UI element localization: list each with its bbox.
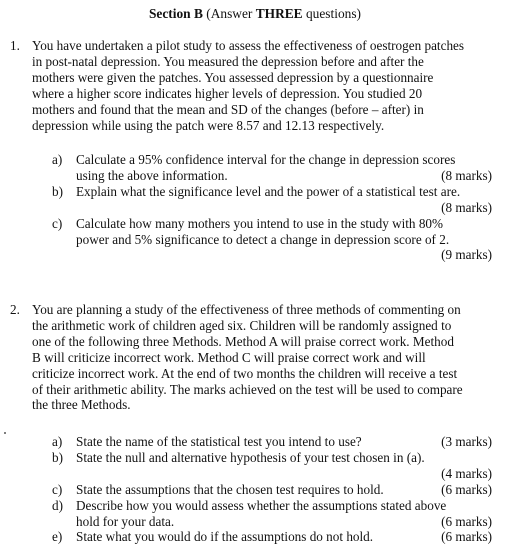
question-part [52,482,492,498]
part-text: hold for your data. [76,513,175,529]
question-text-line: the three Methods. [32,397,131,413]
part-marks: (4 marks) [441,465,492,481]
question-2-parts [52,434,492,545]
question-part [52,450,492,482]
part-text-line: Describe how you would assess whether the assumptions stated above [76,497,447,513]
part-text-line: State the null and alternative hypothesis of your test chosen in (a). [76,449,425,465]
part-label: d) [52,497,63,513]
question-part [52,184,492,216]
part-text: using the above information. [76,167,228,183]
part-text-line [76,482,492,498]
question-number: 2. [10,302,20,317]
part-marks: (6 marks) [441,481,492,497]
part-label: c) [52,215,63,231]
question-1 [8,38,504,133]
question-text-line: criticize incorrect work. At the end of two months the children will receive a test [32,365,458,381]
part-text-line: power and 5% significance to detect a change in depression score of 2. [76,231,450,247]
part-text: State the assumptions that the chosen test requires to hold. [76,481,384,497]
part-text-line [76,514,492,530]
section-heading [0,6,510,22]
part-text: State the name of the statistical test you intend to use? [76,434,362,449]
part-text-line [76,168,492,184]
part-marks: (8 marks) [441,167,492,183]
part-label: b) [52,449,63,465]
question-text-line: depression while using the patch were 8.57 and 12.13 respectively. [32,117,385,133]
question-part [52,498,492,530]
question-number: 1. [10,38,20,53]
part-marks: (6 marks) [441,513,492,529]
question-text-line: You have undertaken a pilot study to assess the effectiveness of oestrogen patches [32,38,465,53]
section-instruction-emphasis: THREE [255,6,303,21]
part-marks: (9 marks) [441,247,492,263]
part-marks: (3 marks) [441,434,492,449]
part-text-line: Calculate how many mothers you intend to use in the study with 80% [76,215,443,231]
question-text-line: in post-natal depression. You measured the depression before and after the [32,53,424,69]
part-label: c) [52,481,63,497]
question-part [52,216,492,264]
question-text-line: mothers and found that the mean and SD of the changes (before – after) in [32,101,424,117]
part-label: a) [52,152,63,167]
question-text-line: one of the following three Methods. Method A will praise correct work. Method [32,333,454,349]
part-text-line [76,434,492,450]
section-instruction-end: questions) [302,6,362,21]
part-text-line [76,529,492,545]
question-1-text [32,38,504,133]
question-text-line: You are planning a study of the effectiveness of three methods of commenting on [32,302,461,317]
question-text-line: mothers were given the patches. You assessed depression by a questionnaire [32,69,434,85]
question-text-line: where a higher score indicates higher levels of depression. You studied 20 [32,85,423,101]
question-part [52,434,492,450]
part-text-line: Explain what the significance level and the power of a statistical test are. [76,183,461,199]
question-part [52,152,492,184]
section-instruction: (Answer [202,6,256,21]
question-part [52,529,492,545]
section-title: Section B [148,6,203,21]
part-label: b) [52,183,63,199]
question-2 [8,302,504,413]
part-marks: (6 marks) [441,529,492,545]
question-1-parts [52,152,492,263]
part-text-line: Calculate a 95% confidence interval for the change in depression scores [76,152,456,167]
part-label: e) [52,529,63,545]
question-2-text [32,302,504,413]
question-text-line: B will criticize incorrect work. Method C will praise correct work and will [32,349,426,365]
question-text-line: the arithmetic work of children aged six. Children will be randomly assigned to [32,317,452,333]
part-text: State what you would do if the assumptions do not hold. [76,529,374,545]
stray-mark [4,432,6,434]
part-marks: (8 marks) [441,199,492,215]
question-text-line: of their arithmetic ability. The marks achieved on the test will be used to compare [32,381,463,397]
part-label: a) [52,434,63,449]
